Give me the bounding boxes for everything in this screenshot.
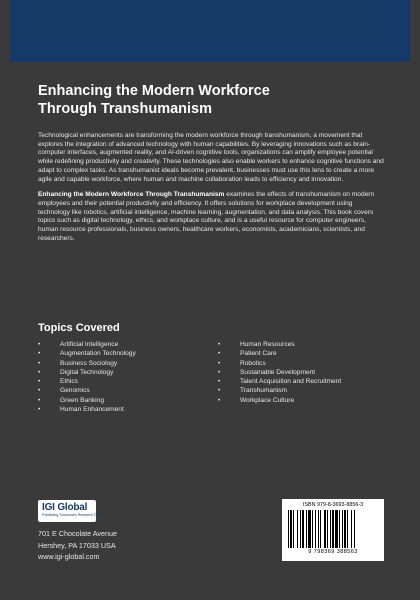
topic-item: • Genomics [38,386,218,395]
barcode-bar [344,510,346,548]
barcode-bar [315,510,316,548]
topics-column-1 [38,340,218,414]
description-book-title: Enhancing the Modern Workforce Through Transhumanism [38,191,225,199]
top-color-band [10,0,410,62]
barcode-bar [288,510,289,548]
barcode-bar [354,510,355,548]
topic-item: • Augmentation Technology [38,349,218,358]
publisher-block [38,500,117,563]
barcode-bar [330,510,331,548]
topic-item: • Business Sociology [38,359,218,368]
barcode-graphic [286,510,380,548]
topic-item: • Digital Technology [38,368,218,377]
topic-item: • Ethics [38,377,218,386]
barcode-bar [339,510,340,548]
topic-item: • Green Banking [38,396,218,405]
barcode-bar [335,510,338,548]
description-paragraph-2 [38,191,384,243]
barcode-bar [312,510,313,548]
barcode-bar [293,510,294,548]
barcode-bar [347,510,348,548]
barcode-bar [320,510,321,548]
topic-item: • Talent Acquisition and Recruitment [218,377,341,386]
topic-item: • Workplace Culture [218,396,341,405]
publisher-address [38,528,117,563]
logo-tagline: Publishing Tomorrow's Research Today [42,513,104,517]
barcode-bar [302,510,304,548]
description-paragraph-2-text: examines the effects of transhumanism on modern employees and their potential productivity and efficiency. It offers solutions for workplace development using technology like robotics, artificial intelligence, machine learning, augmentation, and data analysis. This book covers topics such as digital technology, ethics, and workplace culture, and is a useful resource for computer engineers, human resource professionals, business owners, healthcare workers, economists, academicians, scientists, and researchers. [38,191,375,242]
topic-item: • Human Enhancement [38,405,218,414]
barcode-bar [308,510,311,548]
barcode-bar [290,510,292,548]
barcode-bar [300,510,301,548]
description-paragraph-1: Technological enhancements are transforming the modern workforce through transhumanism, a movement that explores the integration of advanced technology with human capabilities. By leveraging innovations such as brain-computer interfaces, augmented reality, and AI-driven cognitive tools, organizations can amplify employee potential while redefining productivity and creativity. These technologies also enable workers to enhance cognitive functions and adapt to complex tasks. As transhumanist ideals become prevalent, businesses must use this lens to create a more agile and capable workforce, where human and machine collaboration leads to efficiency and innovation. [38,132,384,183]
barcode-bar [351,510,352,548]
topics-list [38,340,384,414]
publisher-website: www.igi-global.com [38,552,100,561]
barcode-bar [342,510,343,548]
barcode-box [282,499,384,561]
barcode-bar [318,510,319,548]
title-line-2: Through Transhumanism [38,101,213,117]
barcode-bar [297,510,298,548]
barcode-icon [286,510,380,548]
topics-column-2 [218,340,341,414]
topics-heading: Topics Covered [38,322,120,334]
topic-item: • Artificial Intelligence [38,340,218,349]
address-line-2: Hershey, PA 17033 USA [38,540,116,550]
barcode-bar [324,510,326,548]
publisher-logo [38,500,104,522]
book-title [38,82,384,118]
topic-item: • Patient Care [218,349,341,358]
isbn-label: ISBN 979-8-3693-8856-3 [302,502,364,508]
title-line-1: Enhancing the Modern Workforce [38,83,270,99]
topic-item: • Human Resources [218,340,341,349]
description-section [38,82,384,250]
barcode-number: 9 798369 388563 [308,549,358,555]
address-line-1: 701 E Chocolate Avenue [38,529,117,538]
logo-name: IGI Global [42,502,88,513]
topic-item: • Robotics [218,359,341,368]
barcode-bar [327,510,328,548]
barcode-bar [332,510,334,548]
topic-item: • Sustainable Development [218,368,341,377]
barcode-bar [306,510,307,548]
topic-item: • Transhumanism [218,386,341,395]
